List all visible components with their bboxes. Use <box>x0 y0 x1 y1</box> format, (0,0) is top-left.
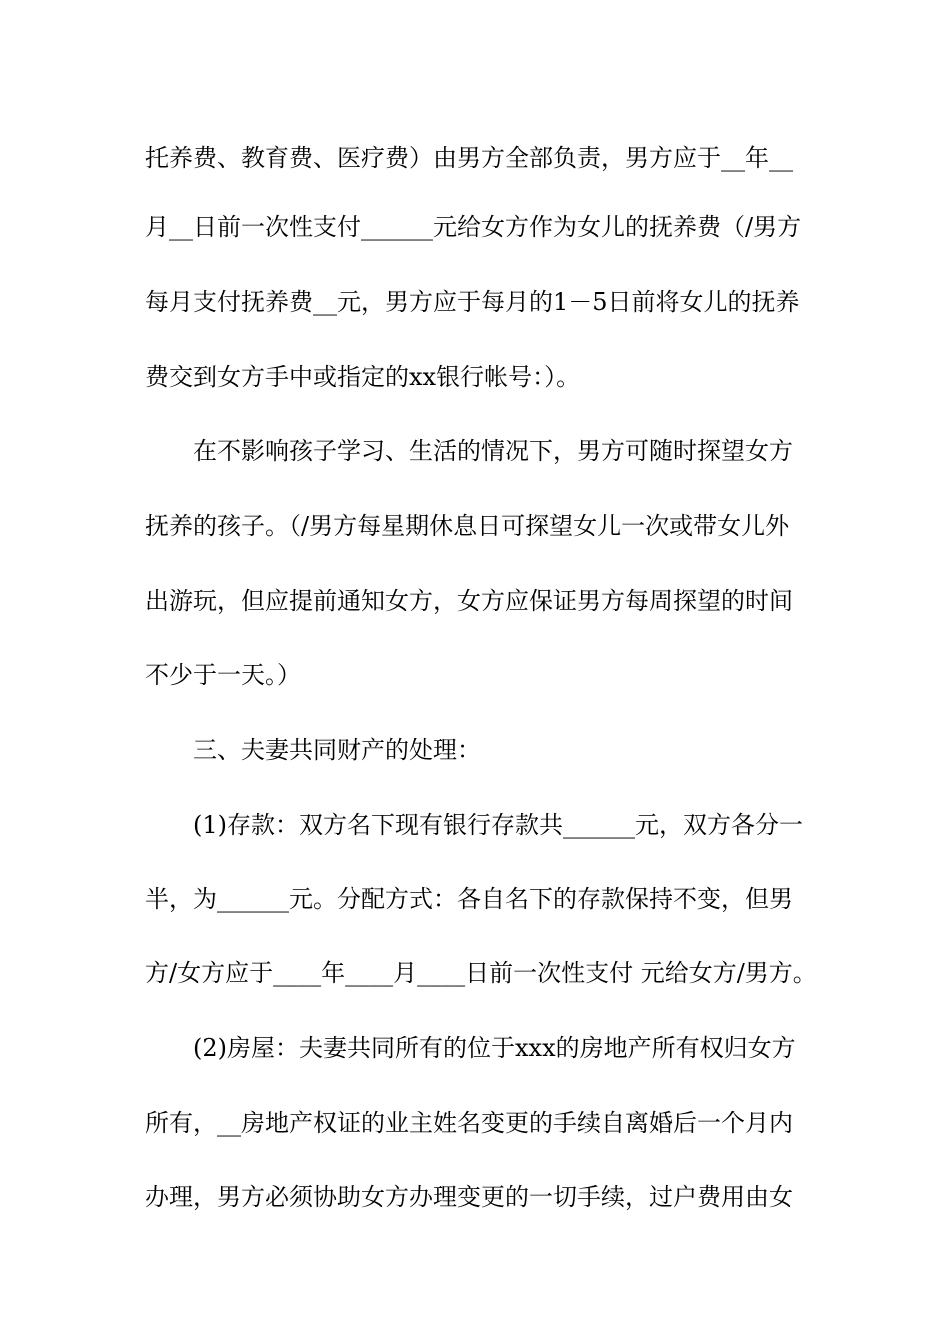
paragraph-deposit-line-1: (1)存款：双方名下现有银行存款共______元，双方各分一 <box>193 811 803 839</box>
section-heading-property: 三、夫妻共同财产的处理： <box>193 736 481 764</box>
paragraph-visitation-line-3: 出游玩，但应提前通知女方，女方应保证男方每周探望的时间 <box>145 587 793 615</box>
paragraph-house-line-1: (2)房屋：夫妻共同所有的位于xxx的房地产所有权归女方 <box>193 1034 796 1062</box>
text-line-1: 托养费、教育费、医疗费）由男方全部负责，男方应于__年__ <box>145 144 793 172</box>
text-line-3: 每月支付抚养费__元，男方应于每月的1－5日前将女儿的抚养 <box>145 288 800 316</box>
paragraph-house-line-3: 办理，男方必须协助女方办理变更的一切手续，过户费用由女 <box>145 1183 793 1211</box>
paragraph-deposit-line-2: 半，为______元。分配方式：各自名下的存款保持不变，但男 <box>145 885 793 913</box>
paragraph-house-line-2: 所有，__房地产权证的业主姓名变更的手续自离婚后一个月内 <box>145 1109 793 1137</box>
text-line-2: 月__日前一次性支付______元给女方作为女儿的抚养费（/男方 <box>145 213 802 241</box>
paragraph-visitation-line-2: 抚养的孩子。（/男方每星期休息日可探望女儿一次或带女儿外 <box>145 512 790 540</box>
paragraph-visitation-line-4: 不少于一天。） <box>145 661 301 689</box>
paragraph-visitation-line-1: 在不影响孩子学习、生活的情况下，男方可随时探望女方 <box>193 437 793 465</box>
paragraph-deposit-line-3: 方/女方应于____年____月____日前一次性支付 元给女方/男方。 <box>145 959 817 987</box>
text-line-4: 费交到女方手中或指定的xx银行帐号：）。 <box>145 363 581 391</box>
